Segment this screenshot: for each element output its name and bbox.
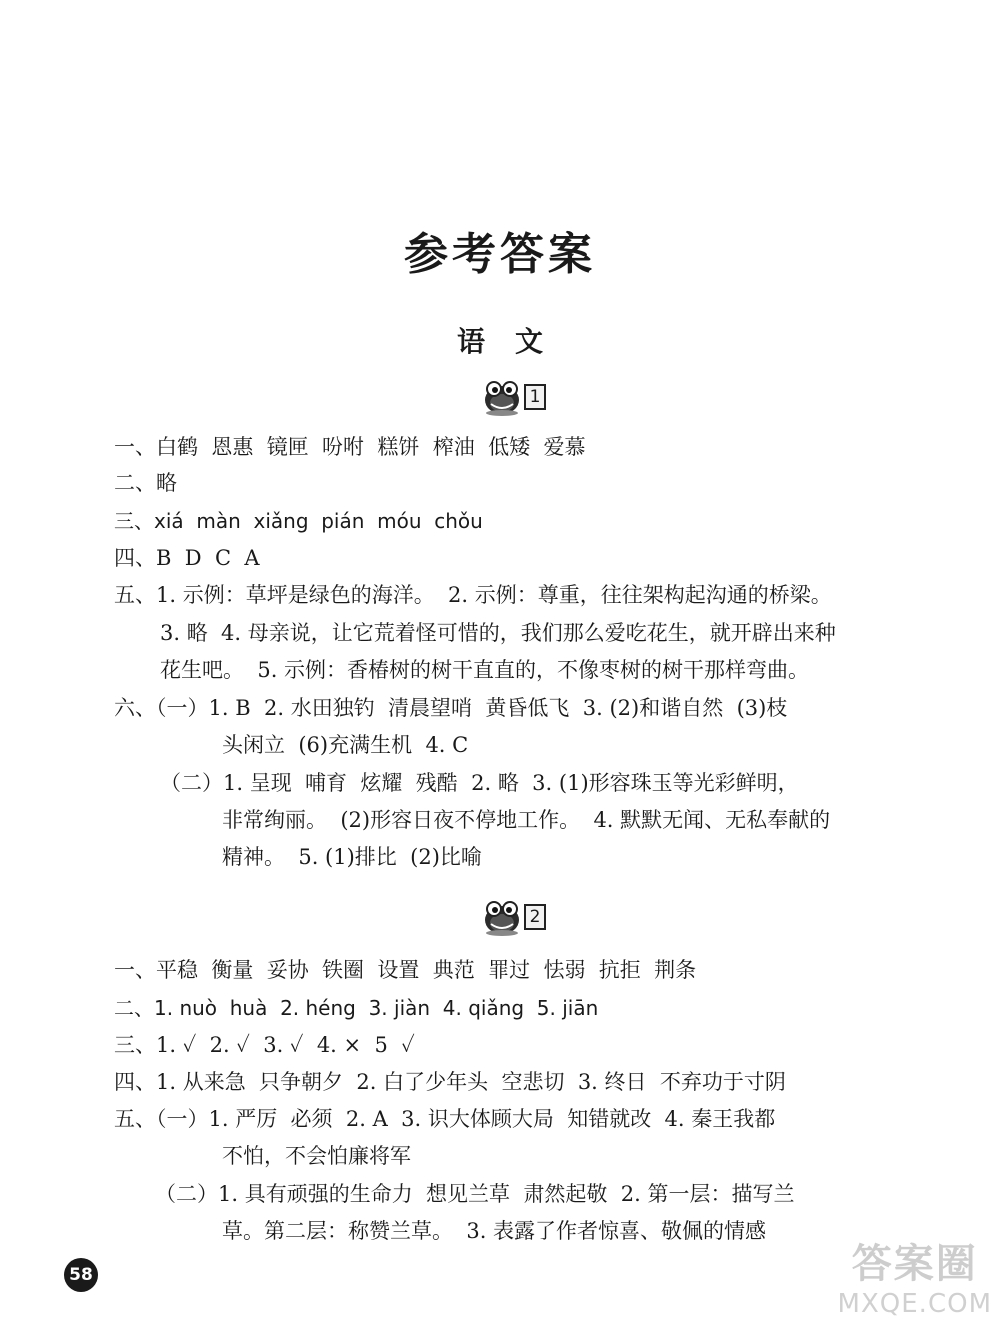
answer-line: 草。第二层：称赞兰草。 3. 表露了作者惊喜、敬佩的情感 [222, 1219, 767, 1243]
answer-line: 花生吧。 5. 示例：香椿树的树干直直的，不像枣树的树干那样弯曲。 [160, 658, 810, 682]
watermark-url: MXQE.COM [837, 1289, 992, 1319]
watermark [838, 1232, 992, 1319]
page-number: 58 [64, 1258, 98, 1292]
answer-line: 六、（一）1. B 2. 水田独钓 清晨望哨 黄昏低飞 3. (2)和谐自然 (3)枝 [114, 696, 788, 720]
subject-title: 语文 [456, 325, 573, 358]
answer-line: 五、（一）1. 严厉 必须 2. A 3. 识大体顾大局 知错就改 4. 秦王我都 [114, 1107, 776, 1131]
answer-line: 头闲立 (6)充满生机 4. C [222, 733, 469, 757]
answer-line: 二、1. nuò huà 2. héng 3. jiàn 4. qiǎng 5. jiān [114, 996, 599, 1020]
answer-line: 三、xiá màn xiǎng pián móu chǒu [114, 509, 483, 533]
answer-line: 非常绚丽。 (2)形容日夜不停地工作。 4. 默默无闻、无私奉献的 [222, 808, 831, 832]
answer-line: （二）1. 呈现 哺育 炫耀 残酷 2. 略 3. (1)形容珠玉等光彩鲜明， [160, 771, 799, 795]
section-2-marker [482, 898, 546, 936]
answer-line: 3. 略 4. 母亲说，让它荒着怪可惜的，我们那么爱吃花生，就开辟出来种 [160, 621, 836, 645]
frog-icon [482, 378, 522, 416]
answer-line: 五、1. 示例：草坪是绿色的海洋。 2. 示例：尊重，往往架构起沟通的桥梁。 [114, 583, 832, 607]
answer-line: 四、B D C A [114, 546, 260, 570]
answer-line: （二）1. 具有顽强的生命力 想见兰草 肃然起敬 2. 第一层：描写兰 [155, 1182, 795, 1206]
section-number: 1 [524, 384, 546, 410]
frog-icon [482, 898, 522, 936]
section-1-marker [482, 378, 546, 416]
watermark-logo: 答案圈 [851, 1241, 978, 1287]
page-title: 参考答案 [404, 229, 596, 280]
answer-line: 三、1. ✓ 2. ✓ 3. ✓ 4. × 5 ✓ [114, 1033, 415, 1057]
answer-line: 不怕，不会怕廉将军 [222, 1144, 411, 1168]
section-number: 2 [524, 904, 546, 930]
answer-line: 四、1. 从来急 只争朝夕 2. 白了少年头 空悲切 3. 终日 不弃功于寸阴 [114, 1070, 786, 1094]
answer-line: 一、白鹤 恩惠 镜匣 吩咐 糕饼 榨油 低矮 爱慕 [114, 435, 586, 459]
answer-line: 二、略 [114, 471, 177, 495]
answer-line: 一、平稳 衡量 妥协 铁圈 设置 典范 罪过 怯弱 抗拒 荆条 [114, 958, 697, 982]
answer-line: 精神。 5. (1)排比 (2)比喻 [222, 845, 482, 869]
